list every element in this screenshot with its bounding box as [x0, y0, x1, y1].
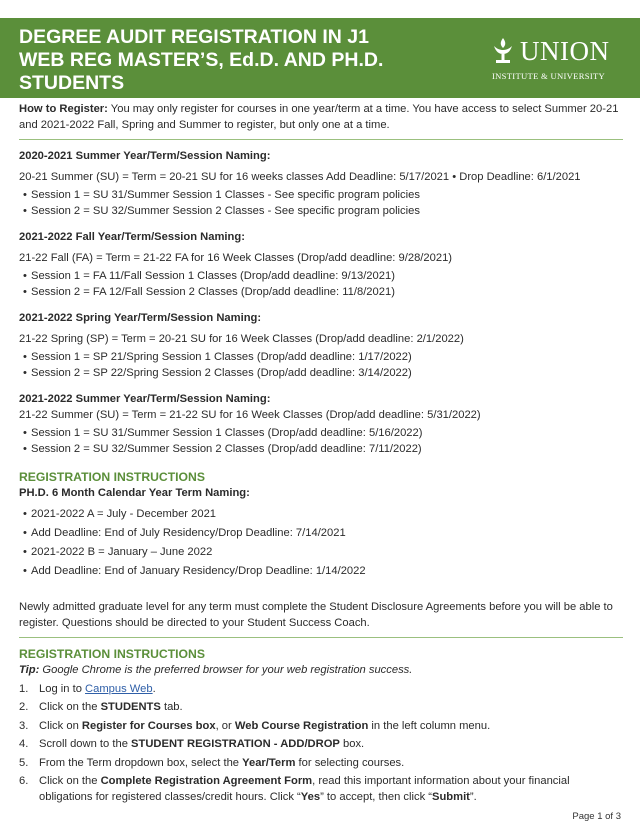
step-emphasis: Yes — [300, 791, 321, 803]
list-item: • Session 1 = FA 11/Fall Session 1 Classes (Drop/add deadline: 9/13/2021) — [23, 268, 623, 284]
session-list — [19, 425, 623, 457]
step-number: 1. — [19, 682, 29, 695]
step-text: From the Term dropdown box, select the — [39, 756, 243, 769]
document-body — [19, 101, 623, 805]
list-item: • Session 2 = FA 12/Fall Session 2 Classes (Drop/add deadline: 11/8/2021) — [23, 284, 623, 300]
step-text: Click on the — [39, 775, 101, 787]
intro-paragraph — [19, 101, 623, 133]
tip-label: Tip: — [19, 664, 40, 676]
session-list — [19, 187, 623, 219]
step-number: 4. — [19, 738, 29, 750]
section-heading: 2021-2022 Summer Year/Term/Session Naming: — [19, 393, 271, 405]
section-term-line: 21-22 Spring (SP) = Term = 20-21 SU for 16 Week Classes (Drop/add deadline: 2/1/2022) — [19, 333, 464, 345]
section-phd — [19, 469, 623, 631]
divider — [19, 139, 623, 140]
logo-wordmark: UNION — [520, 36, 610, 66]
step-number: 3. — [19, 719, 29, 732]
step-text: for selecting courses. — [295, 756, 405, 769]
header-banner — [0, 18, 640, 98]
page-number: Page 1 of 3 — [572, 811, 621, 822]
list-item: • Session 2 = SU 32/Summer Session 2 Classes - See specific program policies — [23, 203, 623, 219]
step-emphasis: Submit — [432, 791, 470, 803]
list-item: • Session 1 = SU 31/Summer Session 1 Classes (Drop/add deadline: 5/16/2022) — [23, 425, 623, 441]
list-item: • Session 1 = SU 31/Summer Session 1 Classes - See specific program policies — [23, 187, 623, 203]
section-summer-2021 — [19, 148, 623, 219]
step-number: 2. — [19, 701, 29, 713]
list-item: • Add Deadline: End of July Residency/Drop Deadline: 7/14/2021 — [23, 525, 623, 541]
lamp-icon — [490, 36, 516, 66]
list-item: • 2021-2022 A = July - December 2021 — [23, 506, 623, 522]
list-item: • Session 2 = SP 22/Spring Session 2 Classes (Drop/add deadline: 3/14/2022) — [23, 365, 623, 381]
step-emphasis: STUDENTS — [100, 701, 161, 713]
step-emphasis: Register for Courses box — [81, 719, 216, 732]
union-logo — [490, 32, 620, 88]
campus-web-link[interactable]: Campus Web — [85, 682, 153, 695]
section-spring-2022 — [19, 310, 623, 381]
steps-list — [19, 681, 623, 806]
step-number: 5. — [19, 756, 29, 769]
step-item — [19, 755, 623, 771]
step-text: , or — [215, 719, 235, 732]
step-text: Scroll down to the — [39, 738, 132, 750]
phd-term-list — [19, 506, 623, 579]
title-line-3: STUDENTS — [19, 72, 125, 94]
section-fall-2021 — [19, 229, 623, 300]
step-item — [19, 699, 623, 715]
step-emphasis: Complete Registration Agreement Form — [100, 775, 313, 787]
step-text: ” to accept, then click “ — [320, 791, 432, 803]
step-text: Click on — [39, 719, 82, 732]
registration-instructions-heading: REGISTRATION INSTRUCTIONS — [19, 470, 205, 484]
title-line-1: DEGREE AUDIT REGISTRATION IN J1 — [19, 26, 369, 48]
section-heading: 2021-2022 Spring Year/Term/Session Naming: — [19, 312, 262, 324]
section-instructions — [19, 646, 623, 805]
step-text: ”. — [469, 791, 477, 803]
section-heading: 2020-2021 Summer Year/Term/Session Naming: — [19, 150, 271, 162]
step-text: . — [152, 682, 156, 695]
step-emphasis: Year/Term — [242, 756, 296, 769]
step-item — [19, 718, 623, 734]
section-summer-2022 — [19, 391, 623, 457]
logo-subtitle: INSTITUTE & UNIVERSITY — [492, 71, 606, 81]
step-emphasis: Web Course Registration — [234, 719, 369, 732]
list-item: • Session 1 = SP 21/Spring Session 1 Classes (Drop/add deadline: 1/17/2022) — [23, 349, 623, 365]
document-title — [19, 26, 439, 95]
step-text: Log in to — [39, 682, 86, 695]
section-term-line: 20-21 Summer (SU) = Term = 20-21 SU for 16 weeks classes Add Deadline: 5/17/2021 • Drop Deadline: 6/1/2021 — [19, 171, 581, 183]
step-text: Click on the — [39, 701, 101, 713]
step-item — [19, 773, 623, 805]
step-number: 6. — [19, 775, 29, 787]
step-emphasis: STUDENT REGISTRATION - ADD/DROP — [131, 738, 340, 750]
step-text: in the left column menu. — [368, 719, 491, 732]
section-term-line: 21-22 Summer (SU) = Term = 21-22 SU for 16 Week Classes (Drop/add deadline: 5/31/2022) — [19, 409, 481, 421]
section-heading: 2021-2022 Fall Year/Term/Session Naming: — [19, 231, 245, 243]
step-text: box. — [339, 738, 365, 750]
divider — [19, 637, 623, 638]
intro-text: You may only register for courses in one year/term at a time. You have access to select Summer 20-21 and 2021-2022 Fall, Spring and Summer to register, but only one at a time. — [19, 103, 619, 131]
step-item — [19, 681, 623, 697]
tip-text: Google Chrome is the preferred browser for your web registration success. — [39, 664, 413, 676]
list-item: • Add Deadline: End of January Residency/Drop Deadline: 1/14/2022 — [23, 563, 623, 579]
step-text: , read this important information about your financial obligations for registered classes/credit hours. Click “ — [39, 775, 570, 803]
step-text: tab. — [160, 701, 183, 713]
title-line-2: WEB REG MASTER’S, Ed.D. AND PH.D. — [19, 49, 384, 71]
step-item — [19, 736, 623, 752]
section-term-line: 21-22 Fall (FA) = Term = 21-22 FA for 16 Week Classes (Drop/add deadline: 9/28/2021) — [19, 252, 453, 264]
list-item: • Session 2 = SU 32/Summer Session 2 Classes (Drop/add deadline: 7/11/2022) — [23, 441, 623, 457]
registration-instructions-heading: REGISTRATION INSTRUCTIONS — [19, 647, 205, 661]
session-list — [19, 349, 623, 381]
session-list — [19, 268, 623, 300]
tip-line — [19, 662, 623, 678]
intro-label: How to Register: — [19, 103, 108, 115]
list-item: • 2021-2022 B = January – June 2022 — [23, 544, 623, 560]
disclosure-note: Newly admitted graduate level for any term must complete the Student Disclosure Agreements before you will be able to register. Questions should be directed to your Student Success Coach. — [19, 601, 613, 629]
phd-subheading: PH.D. 6 Month Calendar Year Term Naming: — [19, 487, 250, 499]
